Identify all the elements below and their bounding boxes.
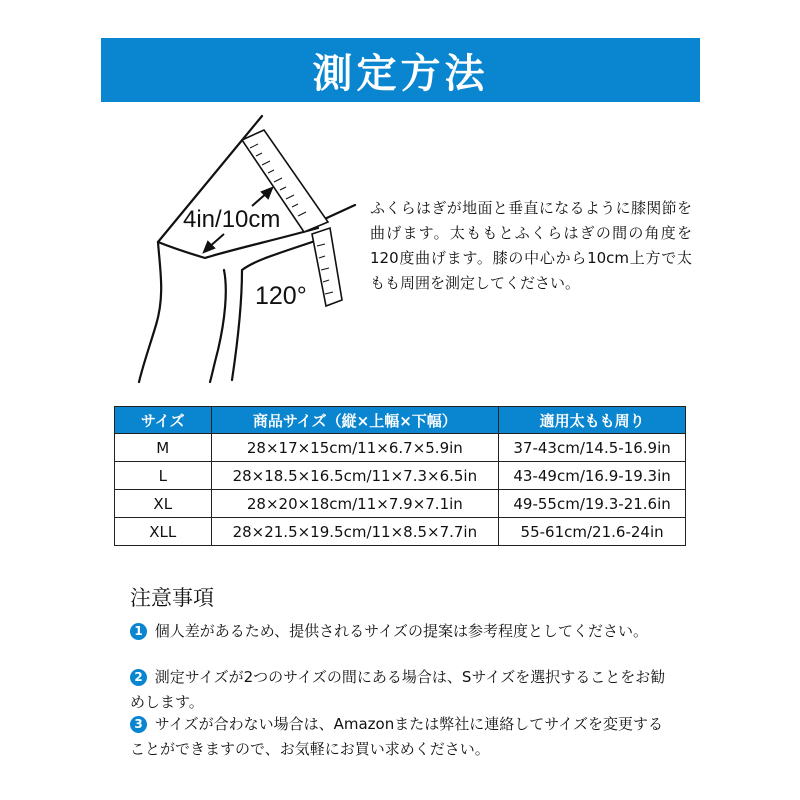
number-1-icon: 1	[130, 623, 147, 640]
note-text: サイズが合わない場合は、Amazonまたは弊社に連絡してサイズを変更することができますので、お気軽にお買い求めください。	[130, 715, 664, 758]
product-size-cell: 28×17×15cm/11×6.7×5.9in	[211, 434, 499, 462]
thigh-range-cell: 55-61cm/21.6-24in	[499, 518, 686, 546]
header-product-size: 商品サイズ（縦×上幅×下幅）	[211, 407, 499, 434]
size-table	[114, 406, 686, 546]
table-header-row	[115, 407, 686, 434]
angle-label: 120°	[255, 282, 307, 310]
note-item	[130, 712, 670, 762]
thigh-range-cell: 49-55cm/19.3-21.6in	[499, 490, 686, 518]
bent-leg-drawing	[0, 110, 360, 390]
table-row	[115, 490, 686, 518]
notes-heading: 注意事項	[130, 586, 214, 610]
product-size-cell: 28×21.5×19.5cm/11×8.5×7.7in	[211, 518, 499, 546]
thigh-range-cell: 43-49cm/16.9-19.3in	[499, 462, 686, 490]
measurement-instructions: ふくらはぎが地面と垂直になるように膝関節を曲げます。太ももとふくらはぎの間の角度を120度曲げます。膝の中心から10cm上方で太もも周囲を測定してください。	[370, 199, 692, 292]
note-text: 測定サイズが2つのサイズの間にある場合は、Sサイズを選択することをお勧めします。	[130, 668, 666, 711]
table-row	[115, 518, 686, 546]
size-cell: M	[115, 434, 212, 462]
table-row	[115, 462, 686, 490]
number-3-icon: 3	[130, 716, 147, 733]
knee-measurement-illustration	[0, 110, 360, 390]
note-item	[130, 665, 670, 715]
product-size-cell: 28×18.5×16.5cm/11×7.3×6.5in	[211, 462, 499, 490]
product-size-cell: 28×20×18cm/11×7.9×7.1in	[211, 490, 499, 518]
note-text: 個人差があるため、提供されるサイズの提案は参考程度としてください。	[154, 622, 648, 640]
measure-distance-label: 4in/10cm	[183, 206, 281, 233]
table-row	[115, 434, 686, 462]
size-cell: XL	[115, 490, 212, 518]
number-2-icon: 2	[130, 669, 147, 686]
header-thigh-circumference: 適用太もも周り	[499, 407, 686, 434]
size-cell: XLL	[115, 518, 212, 546]
size-cell: L	[115, 462, 212, 490]
title-banner	[101, 38, 700, 102]
thigh-range-cell: 37-43cm/14.5-16.9in	[499, 434, 686, 462]
header-size: サイズ	[115, 407, 212, 434]
note-item	[130, 619, 670, 644]
page-title: 測定方法	[312, 49, 489, 97]
